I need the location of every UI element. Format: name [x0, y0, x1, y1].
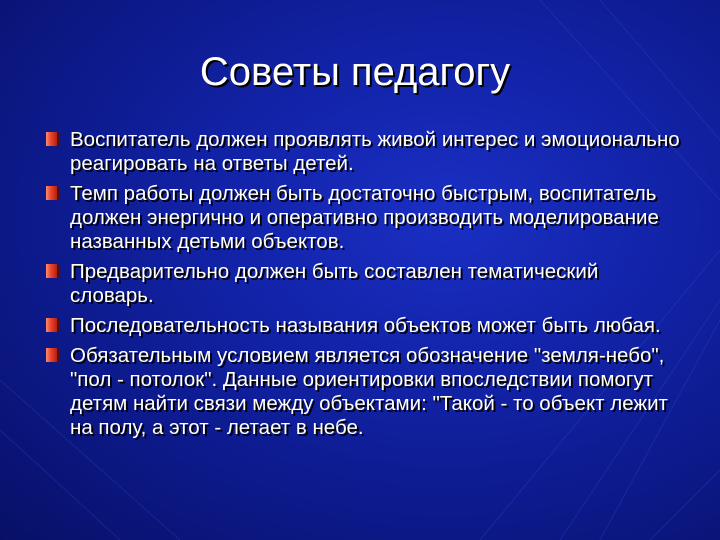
bullet-square-icon [46, 186, 60, 200]
bullet-square-icon [46, 264, 60, 278]
bullet-square-icon [46, 318, 60, 332]
bullet-list [46, 128, 686, 446]
bullet-square-icon [46, 132, 60, 146]
bullet-text: Обязательным условием является обозначение "земля-небо", "пол - потолок". Данные ориентировки впоследствии помогут детям найти связи между объектами: "Такой - то объект лежит на полу, а этот - летает в небе. [70, 344, 668, 439]
bullet-text: Последовательность называния объектов может быть любая. [70, 314, 661, 337]
bullet-text: Предварительно должен быть составлен тематический словарь. [70, 260, 599, 307]
slide-title: Советы педагогу [199, 50, 511, 94]
bullet-item [46, 260, 686, 308]
bullet-item [46, 128, 686, 176]
bullet-item [46, 344, 686, 440]
bullet-item [46, 182, 686, 254]
bullet-square-icon [46, 348, 60, 362]
bullet-item [46, 314, 686, 338]
bullet-text: Темп работы должен быть достаточно быстрым, воспитатель должен энергично и оперативно производить моделирование названных детьми объектов. [70, 182, 659, 253]
bullet-text: Воспитатель должен проявлять живой интерес и эмоционально реагировать на ответы детей. [70, 128, 680, 175]
